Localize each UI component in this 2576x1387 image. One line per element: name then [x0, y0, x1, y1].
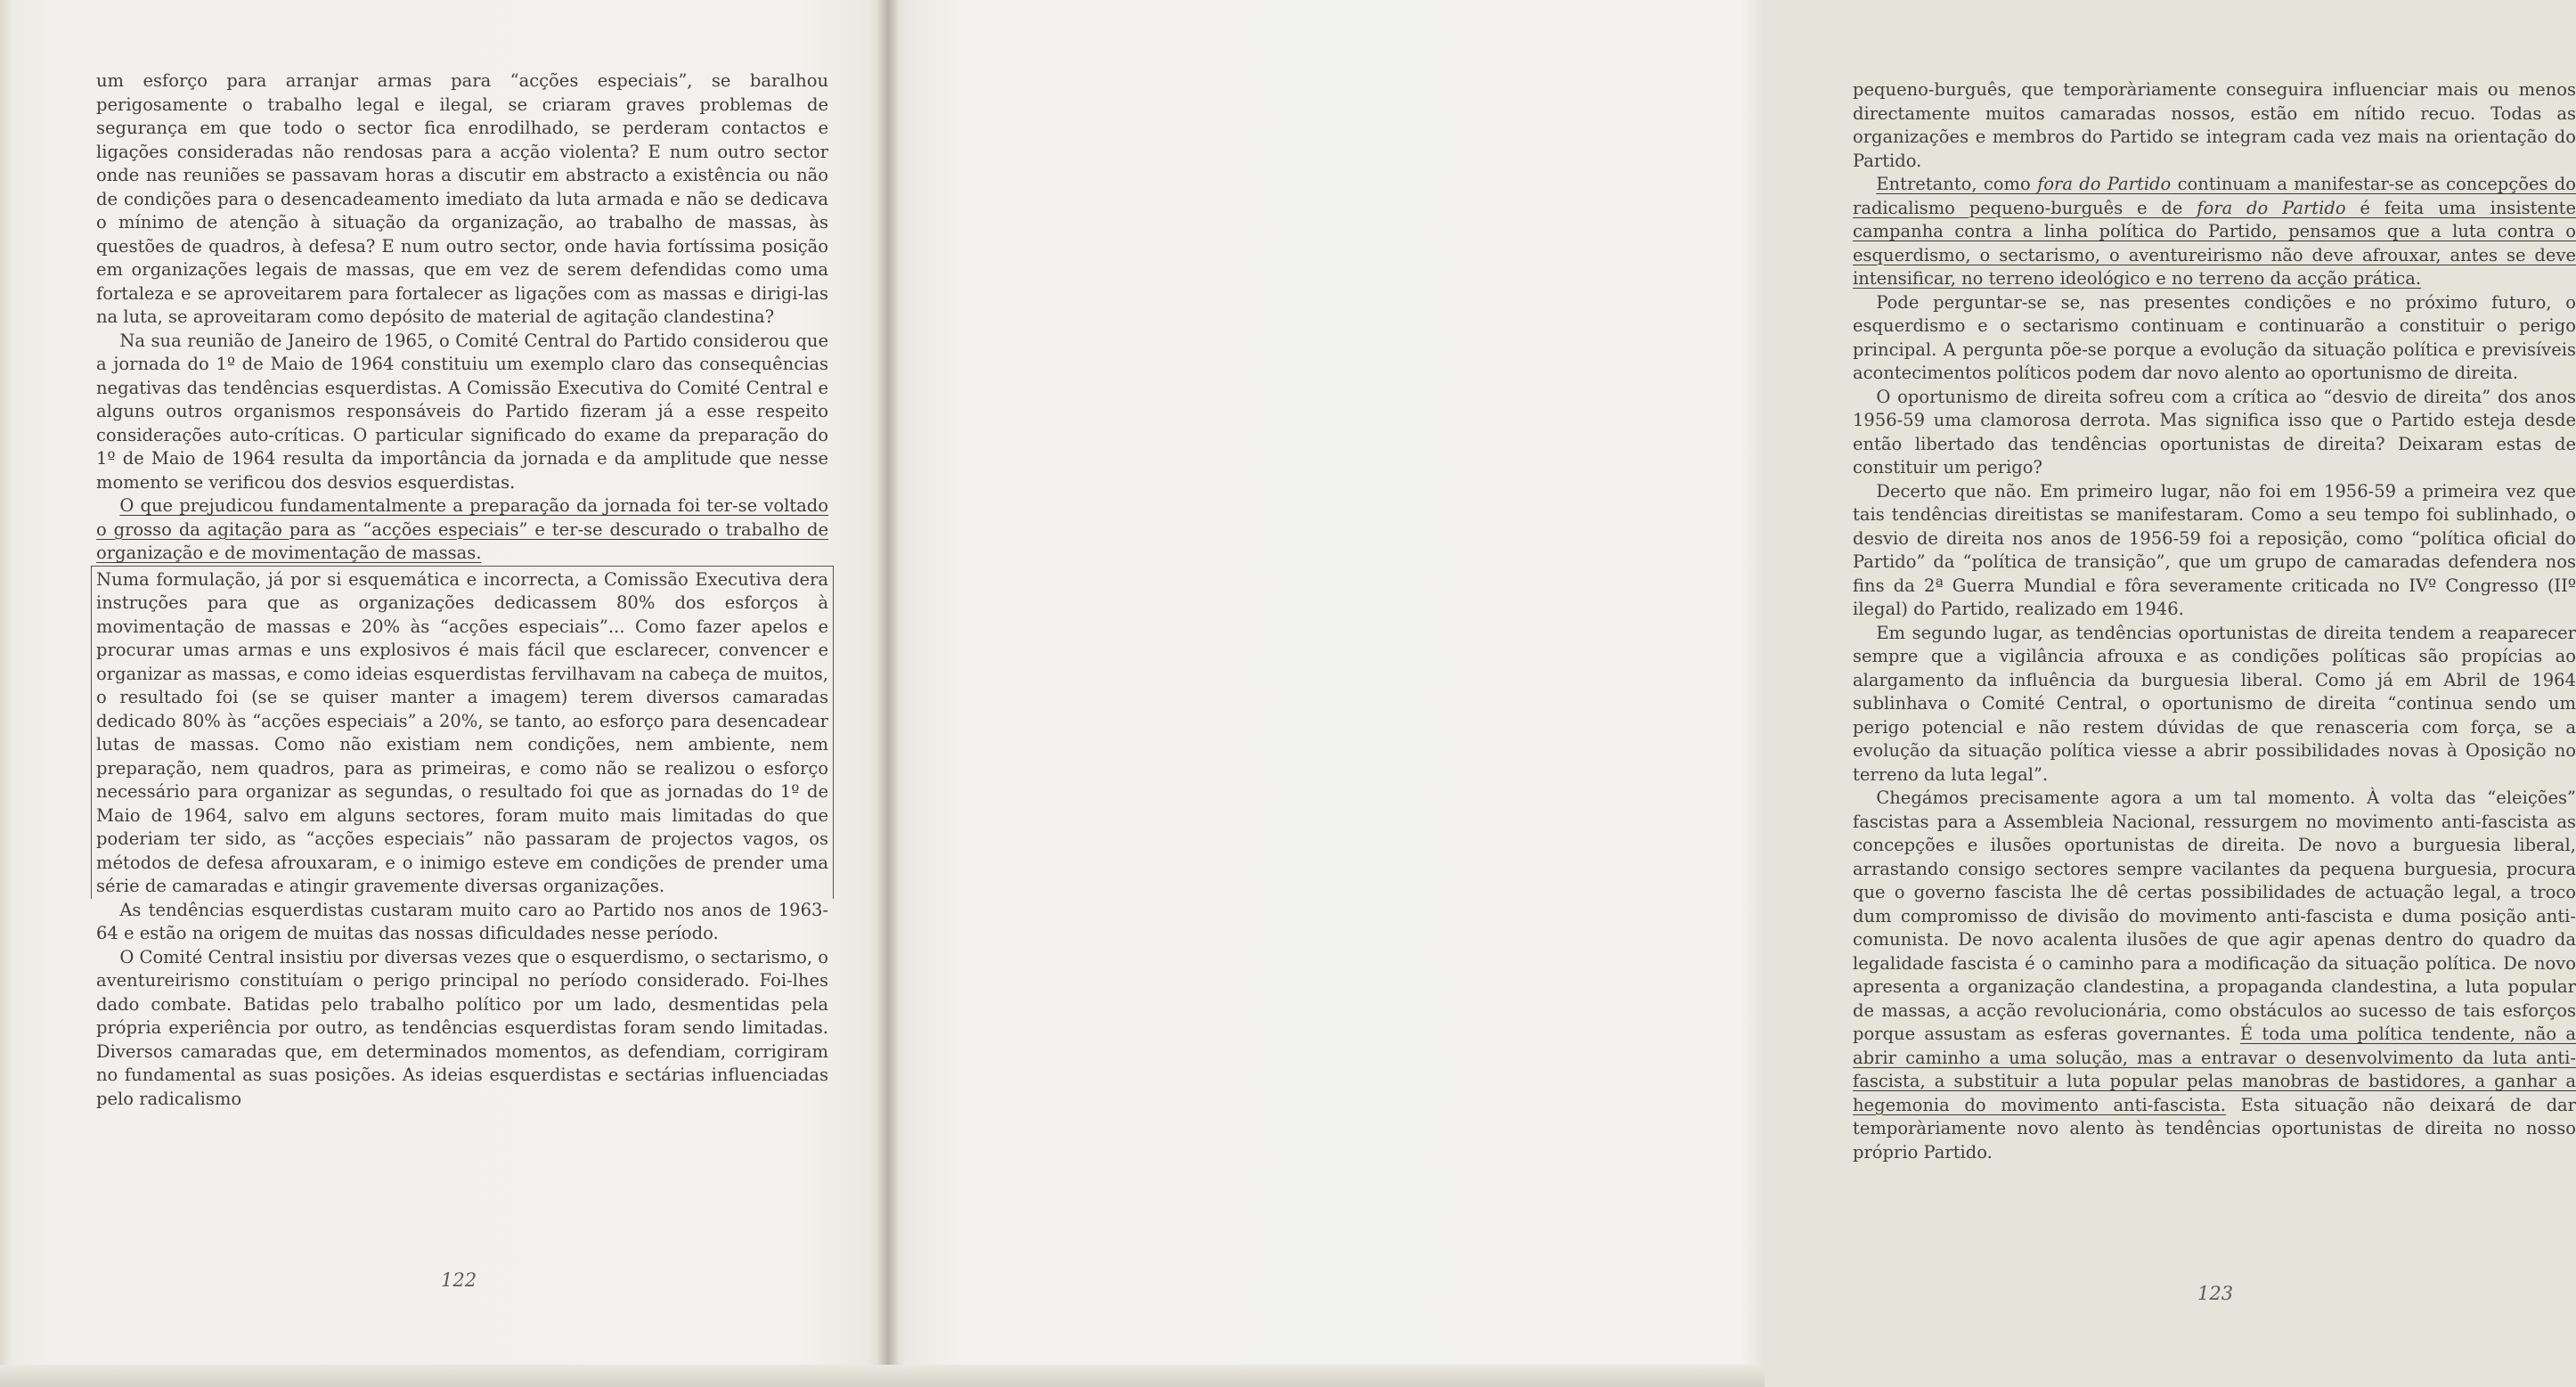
- page-number: 122: [441, 1269, 477, 1291]
- paragraph: As tendências esquerdistas custaram muito caro ao Partido nos anos de 1963-64 e estão na origem de muitas das nossas dificuldades nesse período.: [96, 899, 828, 943]
- page-number: 123: [2197, 1283, 2234, 1304]
- left-page-text: [96, 69, 828, 1111]
- text-run: continuam a manifestar-se as concepções do radicalismo pequeno-burguês e de: [1853, 174, 2576, 218]
- right-page: [886, 0, 2576, 1387]
- italic-text: fora do Partido: [2037, 174, 2172, 194]
- paragraph: um esforço para arranjar armas para “acções especiais”, se baralhou perigosamente o trabalho legal e ilegal, se criaram graves problemas de segurança em que todo o sector fica enrodilhado, se perderam contactos e ligações consideradas não rendosas para a acção violenta? E num outro sector onde nas reuniões se passavam horas a discutir em abstracto a existência ou não de condições para o desencadeamento imediato da luta armada e não se dedicava o mínimo de atenção à situação da organização, ao trabalho de massas, às questões de quadros, à defesa? E num outro sector, onde havia fortíssima posição em organizações legais de massas, que em vez de serem defendidas como uma fortaleza e se aproveitarem para fortalecer as ligações com as massas e dirigi-las na luta, se aproveitaram como depósito de material de agitação clandestina?: [96, 70, 828, 327]
- paragraph: Decerto que não. Em primeiro lugar, não foi em 1956-59 a primeira vez que tais tendências direitistas se manifestaram. Como a seu tempo foi sublinhado, o desvio de direita nos anos de 1956-59 foi a reposição, como “política oficial do Partido” da “política de transição”, que um grupo de camaradas defendera nos fins da 2ª Guerra Mundial e fôra severamente criticada no IVº Congresso (IIº ilegal) do Partido, realizado em 1946.: [1853, 480, 2576, 619]
- paragraph: Em segundo lugar, as tendências oportunistas de direita tendem a reaparecer sempre que a vigilância afrouxa e as condições políticas são propícias ao alargamento da influência da burguesia liberal. Como já em Abril de 1964 sublinhava o Comité Central, o oportunismo de direita “continua sendo um perigo potencial e não restem dúvidas de que renasceria com força, se a evolução da situação política viesse a abrir possibilidades novas à Oposição no terreno da luta legal”.: [1853, 622, 2576, 785]
- paragraph: O Comité Central insistiu por diversas vezes que o esquerdismo, o sectarismo, o aventureirismo constituíam o perigo principal no período considerado. Foi-lhes dado combate. Batidas pelo trabalho político por um lado, desmentidas pela própria experiência por outro, as tendências esquerdistas foram sendo limitadas. Diversos camaradas que, em determinados momentos, as defendiam, corrigiram no fundamental as suas posições. As ideias esquerdistas e sectárias influenciadas pelo radicalismo: [96, 946, 828, 1109]
- underlined-paragraph: O que prejudicou fundamentalmente a preparação da jornada foi ter-se voltado o grosso da agitação para as “acções especiais” e ter-se descurado o trabalho de organização e de movimentação de massas.: [96, 495, 828, 563]
- paragraph: Na sua reunião de Janeiro de 1965, o Comité Central do Partido considerou que a jornada do 1º de Maio de 1964 constituiu um exemplo claro das consequências negativas das tendências esquerdistas. A Comissão Executiva do Comité Central e alguns outros organismos responsáveis do Partido fizeram já a esse respeito considerações auto-críticas. O particular significado do exame da preparação do 1º de Maio de 1964 resulta da importância da jornada e da amplitude que nesse momento se verificou dos desvios esquerdistas.: [96, 330, 828, 493]
- underlined-paragraph: [1853, 173, 2576, 291]
- page-bottom-edge: [0, 1365, 1765, 1387]
- text-run: é feita uma insistente campanha contra a linha política do Partido, pensamos que a luta contra o esquerdismo, o sectarismo, o aventureirismo não deve afrouxar, antes se deve intensificar, no terreno ideológico e no terreno da acção prática.: [1853, 197, 2576, 289]
- left-page: [0, 0, 886, 1387]
- text-run: Esta situação não deixará de dar temporàriamente novo alento às tendências oportunistas de direita no nosso próprio Partido.: [1853, 1094, 2576, 1163]
- paragraph: Numa formulação, já por si esquemática e incorrecta, a Comissão Executiva dera instruções para que as organizações dedicassem 80% dos esforços à movimentação de massas e 20% às “acções especiais”... Como fazer apelos e procurar umas armas e uns explosivos é mais fácil que esclarecer, convencer e organizar as massas, e como ideias esquerdistas fervilhavam na cabeça de muitos, o resultado foi (se se quiser manter a imagem) terem diversos camaradas dedicado 80% às “acções especiais” a 20%, se tanto, ao esforço para desencadear lutas de massas. Como não existiam nem condições, nem ambiente, nem preparação, nem quadros, para as primeiras, e como não se realizou o esforço necessário para organizar as segundas, o resultado foi que as jornadas do 1º de Maio de 1964, salvo em alguns sectores, foram muito mais limitadas do que poderiam ter sido, as “acções especiais” não passaram de projectos vagos, os métodos de defesa afrouxaram, e o inimigo esteve em condições de prender uma série de camaradas e atingir gravemente diversas organizações.: [96, 568, 828, 896]
- book-gutter: [877, 0, 899, 1387]
- paragraph: [1853, 787, 2576, 1164]
- underlined-text: É toda uma política tendente, não a abrir caminho a uma solução, mas a entravar o desenvolvimento da luta anti-fascista, a substituir a luta popular pelas manobras de bastidores, a ganhar a hegemonia do movimento anti-fascista.: [1853, 1024, 2576, 1115]
- boxed-passage: [91, 566, 834, 899]
- right-page-text: [1853, 78, 2576, 1164]
- paragraph: pequeno-burguês, que temporàriamente conseguira influenciar mais ou menos directamente muitos camaradas nossos, estão em nítido recuo. Todas as organizações e membros do Partido se integram cada vez mais na orientação do Partido.: [1853, 79, 2576, 171]
- paragraph: Pode perguntar-se se, nas presentes condições e no próximo futuro, o esquerdismo e o sectarismo continuam e continuarão a constituir o perigo principal. A pergunta põe-se porque a evolução da situação política e previsíveis acontecimentos políticos podem dar novo alento ao oportunismo de direita.: [1853, 291, 2576, 383]
- italic-text: fora do Partido: [2197, 197, 2346, 218]
- text-run: Chegámos precisamente agora a um tal momento. À volta das “eleições” fascistas para a Assembleia Nacional, ressurgem no movimento anti-fascista as concepções e ilusões oportunistas de direita. De novo a burguesia liberal, arrastando consigo sectores sempre vacilantes da pequena burguesia, procura que o governo fascista lhe dê certas possibilidades de actuação legal, a troco dum compromisso de divisão do movimento anti-fascista e duma posição anti-comunista. De novo acalenta ilusões de que agir apenas dentro do quadro da legalidade fascista é o caminho para a modificação da situação política. De novo apresenta a organização clandestina, a propaganda clandestina, a luta popular de massas, a acção revolucionária, como obstáculos ao sucesso de tais esforços porque assustam as esferas governantes.: [1853, 787, 2576, 1044]
- paragraph: O oportunismo de direita sofreu com a crítica ao “desvio de direita” dos anos 1956-59 uma clamorosa derrota. Mas significa isso que o Partido esteja desde então libertado das tendências oportunistas de direita? Deixaram estas de constituir um perigo?: [1853, 386, 2576, 477]
- text-run: Entretanto, como: [1876, 174, 2038, 194]
